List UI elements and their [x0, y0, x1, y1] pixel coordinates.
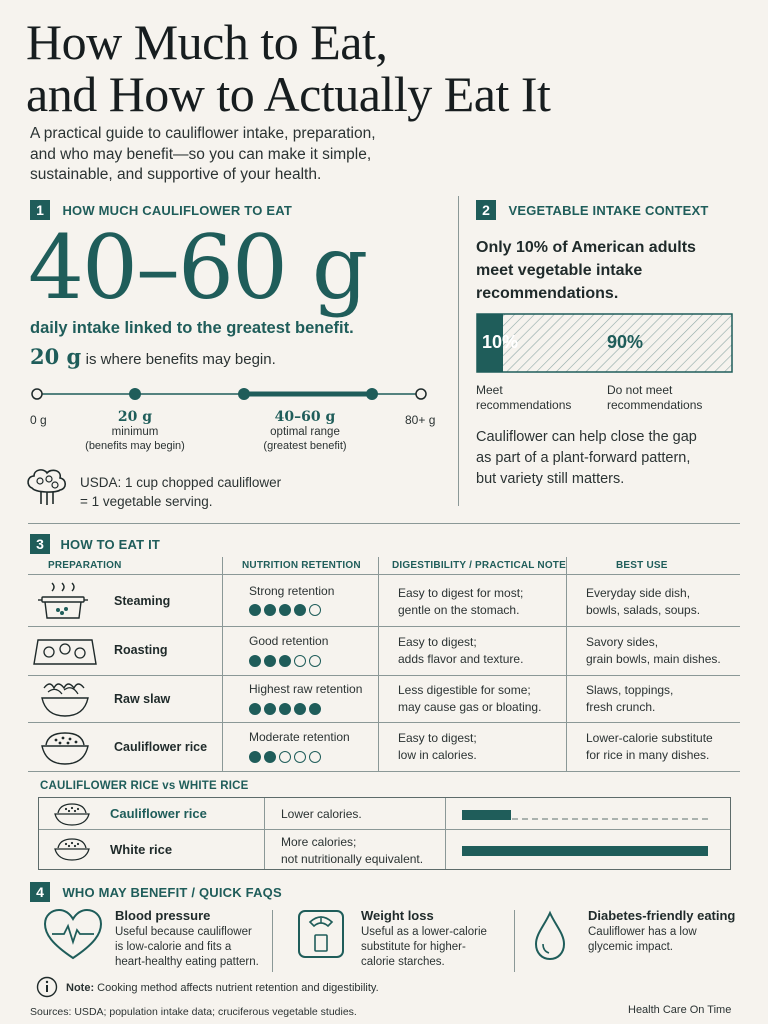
section-4-header: [30, 882, 282, 902]
sources: Sources: USDA; population intake data; cruciferous vegetable studies.: [30, 1006, 357, 1018]
faq-blood-pressure: Blood pressure Useful because cauliflower is low-calorie and fits a heart-healthy eating pattern.: [115, 908, 259, 968]
retention-steaming: Strong retention: [249, 584, 335, 598]
dot-filled: [249, 703, 261, 715]
retention-dots: [249, 702, 324, 720]
intake-big-number: 40–60 g: [28, 216, 367, 319]
col-header-digestibility: DIGESTIBILITY / PRACTICAL NOTE: [392, 560, 566, 571]
dot-filled: [294, 703, 306, 715]
not-meet-percent: 90%: [606, 332, 644, 352]
scale-opt-start-marker: [238, 388, 250, 400]
section-heading: HOW MUCH CAULIFLOWER TO EAT: [62, 203, 292, 218]
water-drop-icon: [532, 910, 568, 964]
retention-roasting: Good retention: [249, 634, 329, 648]
dot-empty: [294, 655, 306, 667]
prep-cauliflower-rice: Cauliflower rice: [114, 740, 208, 754]
section-number: 3: [30, 534, 50, 554]
section-heading: WHO MAY BENEFIT / QUICK FAQS: [62, 885, 282, 900]
dot-filled: [264, 655, 276, 667]
retention-cauliflower-rice: Moderate retention: [249, 730, 350, 744]
calorie-bar-cauliflower-rice: [462, 810, 511, 820]
compare-label-white-rice: White rice: [110, 842, 173, 857]
dot-filled: [264, 604, 276, 616]
daily-intake-text: daily intake linked to the greatest benefit.: [30, 319, 354, 337]
compare-note-white-rice: More calories; not nutritionally equivalent.: [281, 835, 424, 866]
dot-filled: [279, 655, 291, 667]
gap-note: Cauliflower can help close the gap as part of a plant-forward pattern, but variety still matters.: [476, 429, 697, 487]
dot-filled: [264, 751, 276, 763]
benefit-begin-number: 20 g: [30, 344, 82, 369]
faq-weight-loss: Weight loss Useful as a lower-calorie substitute for higher- calorie starches.: [361, 908, 487, 968]
cooking-note: Note: Cooking method affects nutrient retention and digestibility.: [66, 982, 379, 994]
prep-raw-slaw: Raw slaw: [114, 692, 171, 706]
calorie-bar-white-rice: [462, 846, 708, 856]
note-roasting: Easy to digest; adds flavor and texture.: [398, 635, 524, 666]
calorie-compare-bars: [460, 806, 716, 862]
section-number: 2: [476, 200, 496, 220]
use-raw-slaw: Slaws, toppings, fresh crunch.: [586, 683, 674, 714]
usda-serving-note: USDA: 1 cup chopped cauliflower = 1 vegetable serving.: [80, 475, 282, 509]
dot-empty: [309, 655, 321, 667]
benefit-begin-line: [30, 344, 276, 369]
white-rice-bowl-icon: [52, 835, 92, 863]
dot-filled: [264, 703, 276, 715]
meet-percent: 10%: [481, 332, 519, 352]
retention-dots: [249, 603, 324, 621]
use-cauliflower-rice: Lower-calorie substitute for rice in many dishes.: [586, 731, 713, 762]
scale-min-annotation: 20 g minimum (benefits may begin): [85, 409, 185, 452]
comparison-heading: CAULIFLOWER RICE vs WHITE RICE: [40, 780, 249, 792]
dot-filled: [249, 655, 261, 667]
note-raw-slaw: Less digestible for some; may cause gas or bloating.: [398, 683, 542, 714]
steaming-pot-icon: [36, 580, 90, 622]
scale-start-label: 0 g: [30, 413, 47, 427]
col-header-best-use: BEST USE: [616, 560, 668, 571]
section-number: 1: [30, 200, 50, 220]
page-title-line-2: and How to Actually Eat It: [26, 66, 551, 122]
cauliflower-rice-bowl-icon: [38, 727, 92, 767]
dot-filled: [249, 751, 261, 763]
section-2-header: [476, 200, 709, 220]
dot-filled: [294, 604, 306, 616]
scale-weight-icon: [296, 908, 346, 960]
section-3-header: [30, 534, 160, 554]
section-number: 4: [30, 882, 50, 902]
use-steaming: Everyday side dish, bowls, salads, soups.: [586, 586, 701, 617]
scale-opt-end-marker: [366, 388, 378, 400]
page-title-line-1: How Much to Eat,: [26, 14, 388, 70]
scale-opt-annotation: 40–60 g optimal range (greatest benefit): [263, 409, 347, 452]
benefit-begin-text: is where benefits may begin.: [85, 351, 276, 368]
dot-filled: [279, 703, 291, 715]
dot-filled: [309, 703, 321, 715]
prep-steaming: Steaming: [114, 594, 171, 608]
use-roasting: Savory sides, grain bowls, main dishes.: [586, 635, 721, 666]
raw-slaw-bowl-icon: [38, 678, 92, 720]
retention-dots: [249, 750, 324, 768]
scale-start-marker: [32, 389, 42, 399]
scale-min-marker: [129, 388, 141, 400]
meet-caption: Meet recommendations: [476, 383, 572, 412]
section-heading: HOW TO EAT IT: [60, 537, 161, 552]
scale-end-marker: [416, 389, 426, 399]
compare-note-cauliflower-rice: Lower calories.: [281, 807, 362, 821]
col-header-preparation: PREPARATION: [48, 560, 122, 571]
intro-text: A practical guide to cauliflower intake, preparation, and who may benefit—so you can make it simple, sustainable, and supportive of your health.: [30, 125, 376, 183]
not-meet-caption: Do not meet recommendations: [607, 383, 703, 412]
scale-end-label: 80+ g: [405, 413, 436, 427]
intake-scale: [28, 382, 438, 406]
cauliflower-rice-bowl-small-icon: [52, 801, 92, 827]
note-cauliflower-rice: Easy to digest; low in calories.: [398, 731, 477, 762]
dot-empty: [294, 751, 306, 763]
note-steaming: Easy to digest for most; gentle on the stomach.: [398, 586, 524, 617]
heart-pulse-icon: [42, 908, 104, 962]
info-icon: [36, 976, 58, 998]
compare-label-cauliflower-rice: Cauliflower rice: [110, 806, 207, 821]
faq-diabetes: Diabetes-friendly eating Cauliflower has a low glycemic impact.: [588, 908, 736, 953]
retention-raw-slaw: Highest raw retention: [249, 682, 363, 696]
dot-filled: [279, 604, 291, 616]
prep-roasting: Roasting: [114, 643, 168, 657]
dot-empty: [309, 751, 321, 763]
dot-filled: [249, 604, 261, 616]
col-header-retention: NUTRITION RETENTION: [242, 560, 361, 571]
cauliflower-icon: [24, 466, 70, 508]
retention-dots: [249, 654, 324, 672]
brand-footer: Health Care On Time: [628, 1004, 732, 1016]
dot-empty: [279, 751, 291, 763]
section-heading: VEGETABLE INTAKE CONTEXT: [508, 203, 709, 218]
roasting-tray-icon: [32, 634, 98, 670]
vegetable-statement: Only 10% of American adults meet vegetable intake recommendations.: [476, 239, 696, 302]
dot-empty: [309, 604, 321, 616]
